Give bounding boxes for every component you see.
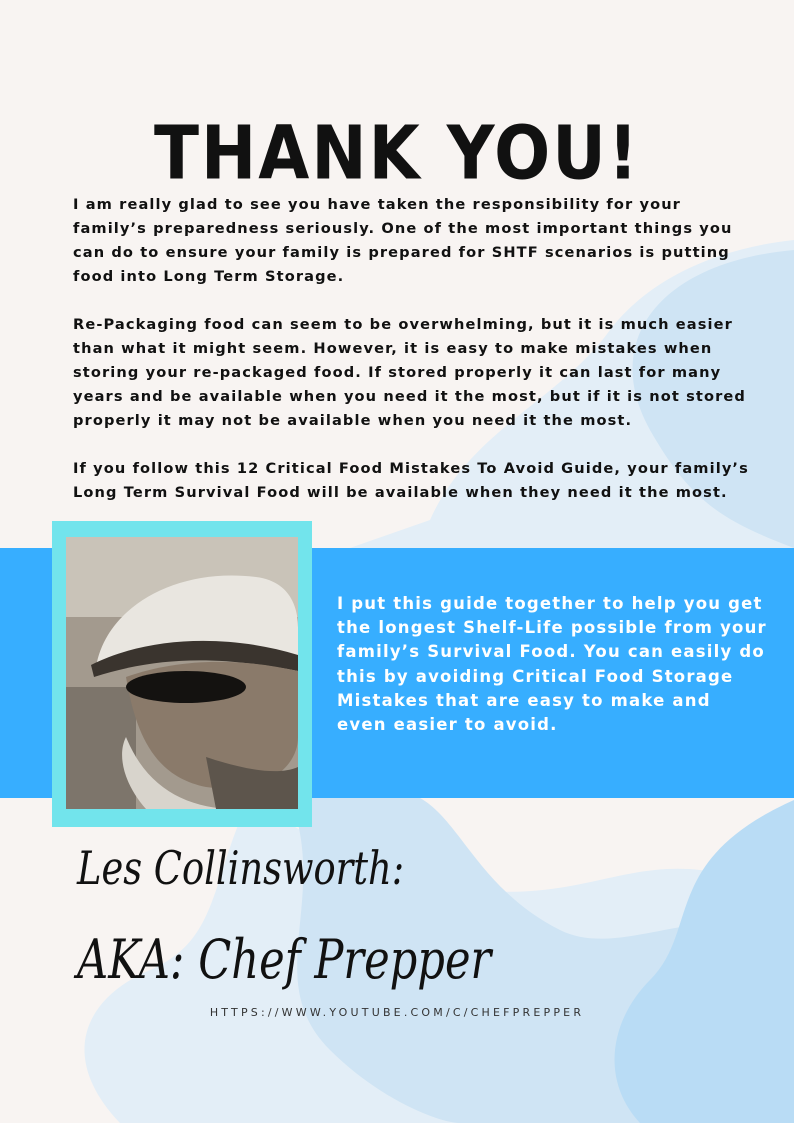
photo-frame <box>52 521 312 827</box>
youtube-link[interactable]: HTTPS://WWW.YOUTUBE.COM/C/CHEFPREPPER <box>209 1006 585 1019</box>
author-photo <box>66 537 298 809</box>
intro-text <box>73 193 753 529</box>
band-text: I put this guide together to help you get the longest Shelf-Life possible from your family’s Survival Food. You can easily do this by avoiding Critical Food Storage Mistakes that are easy to make and even easier to avoid. <box>337 594 767 735</box>
signature-aka: AKA: Chef Prepper <box>77 928 492 991</box>
page-title: THANK YOU! <box>154 110 640 197</box>
intro-paragraph-2: Re-Packaging food can seem to be overwhelming, but it is much easier than what it might seem. However, it is easy to make mistakes when storing your re-packaged food. If stored properly it can last for many years and be available when you need it the most, but if it is not stored properly it may not be available when you need it the most. <box>73 316 746 429</box>
intro-paragraph-1: I am really glad to see you have taken the responsibility for your family’s preparedness seriously. One of the most important things you can do to ensure your family is prepared for SHTF scenarios is putting food into Long Term Storage. <box>73 196 733 285</box>
intro-paragraph-3: If you follow this 12 Critical Food Mistakes To Avoid Guide, your family’s Long Term Survival Food will be available when they need it the most. <box>73 460 749 501</box>
signature-name: Les Collinsworth: <box>77 841 405 895</box>
